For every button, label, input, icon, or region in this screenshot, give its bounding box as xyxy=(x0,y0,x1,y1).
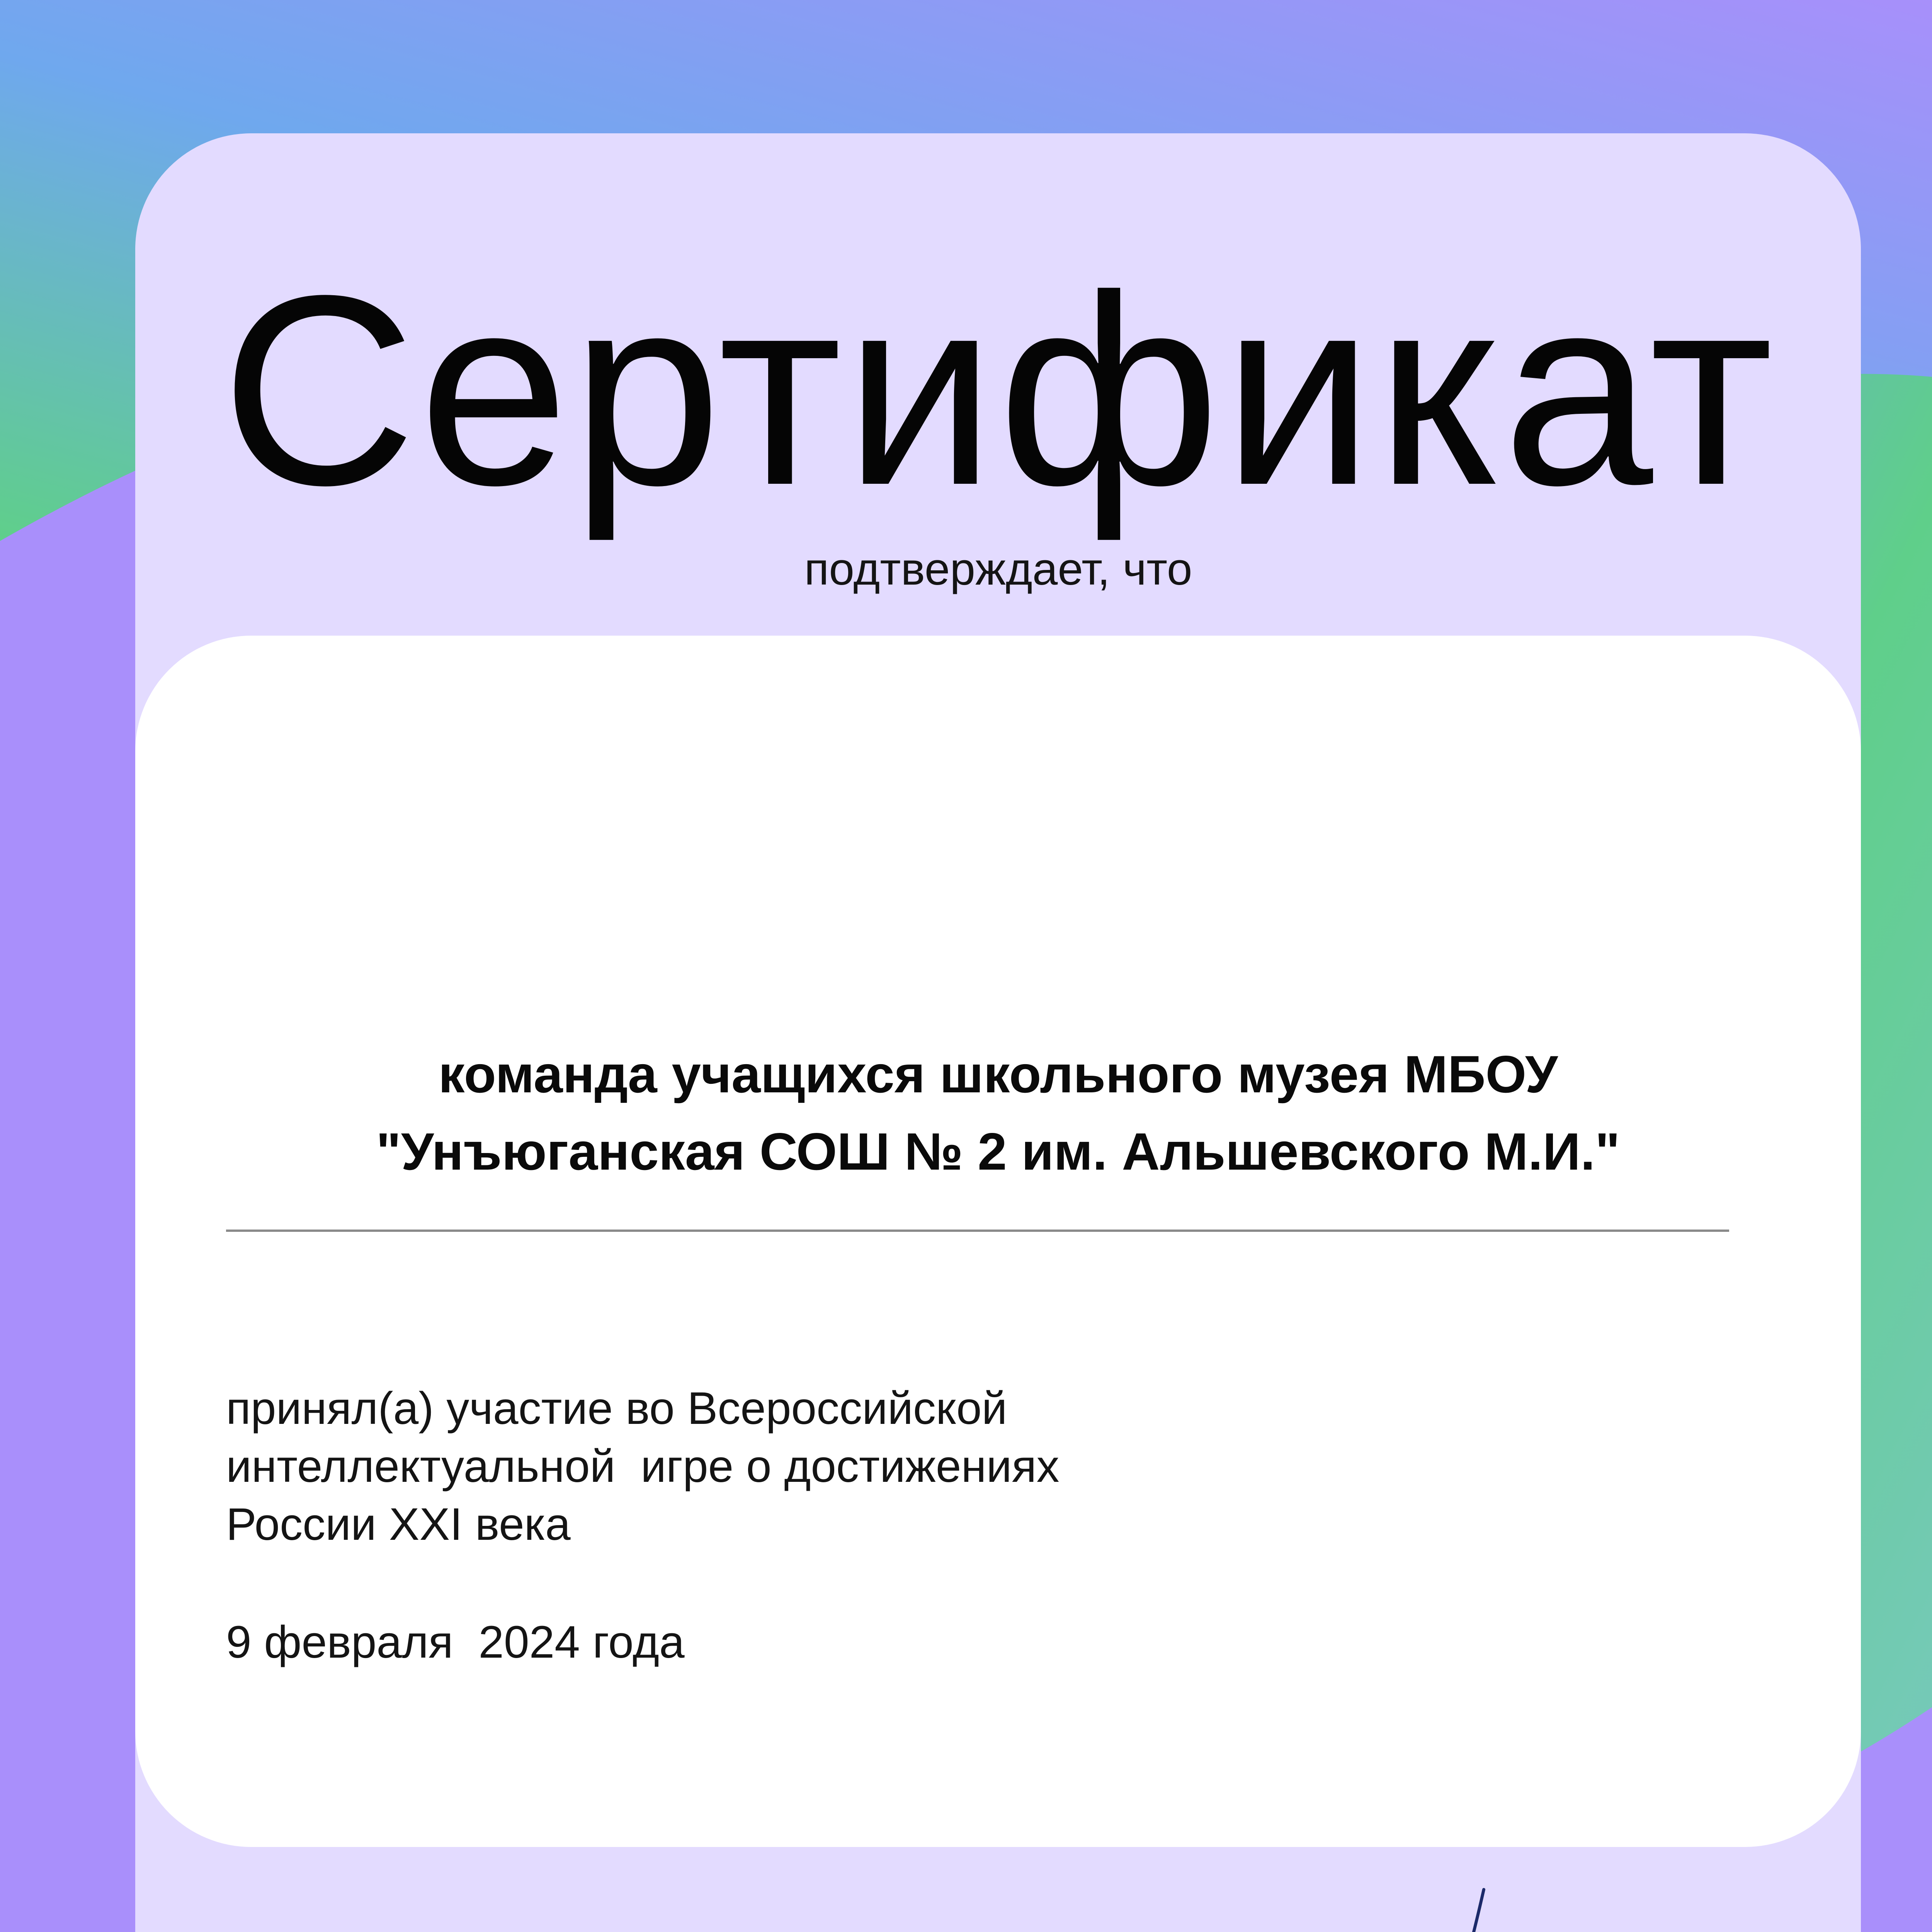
participation-line: интеллектуальной игре о достижениях xyxy=(226,1441,1060,1492)
recipient-name xyxy=(135,1036,1861,1190)
recipient-line: команда учащихся школьного музея МБОУ xyxy=(438,1045,1558,1104)
participation-text xyxy=(226,1379,1059,1553)
participation-line: России XXI века xyxy=(226,1499,571,1550)
event-date: 9 февраля 2024 года xyxy=(226,1617,685,1668)
certificate-subtitle: подтверждает, что xyxy=(804,544,1192,595)
divider-line xyxy=(226,1230,1729,1232)
certificate-title: Сертификат xyxy=(221,239,1776,541)
participation-line: принял(а) участие во Всероссийской xyxy=(226,1383,1007,1434)
recipient-line: "Унъюганская СОШ № 2 им. Альшевского М.И." xyxy=(376,1122,1620,1181)
signature-karikh xyxy=(1298,1878,1499,1932)
